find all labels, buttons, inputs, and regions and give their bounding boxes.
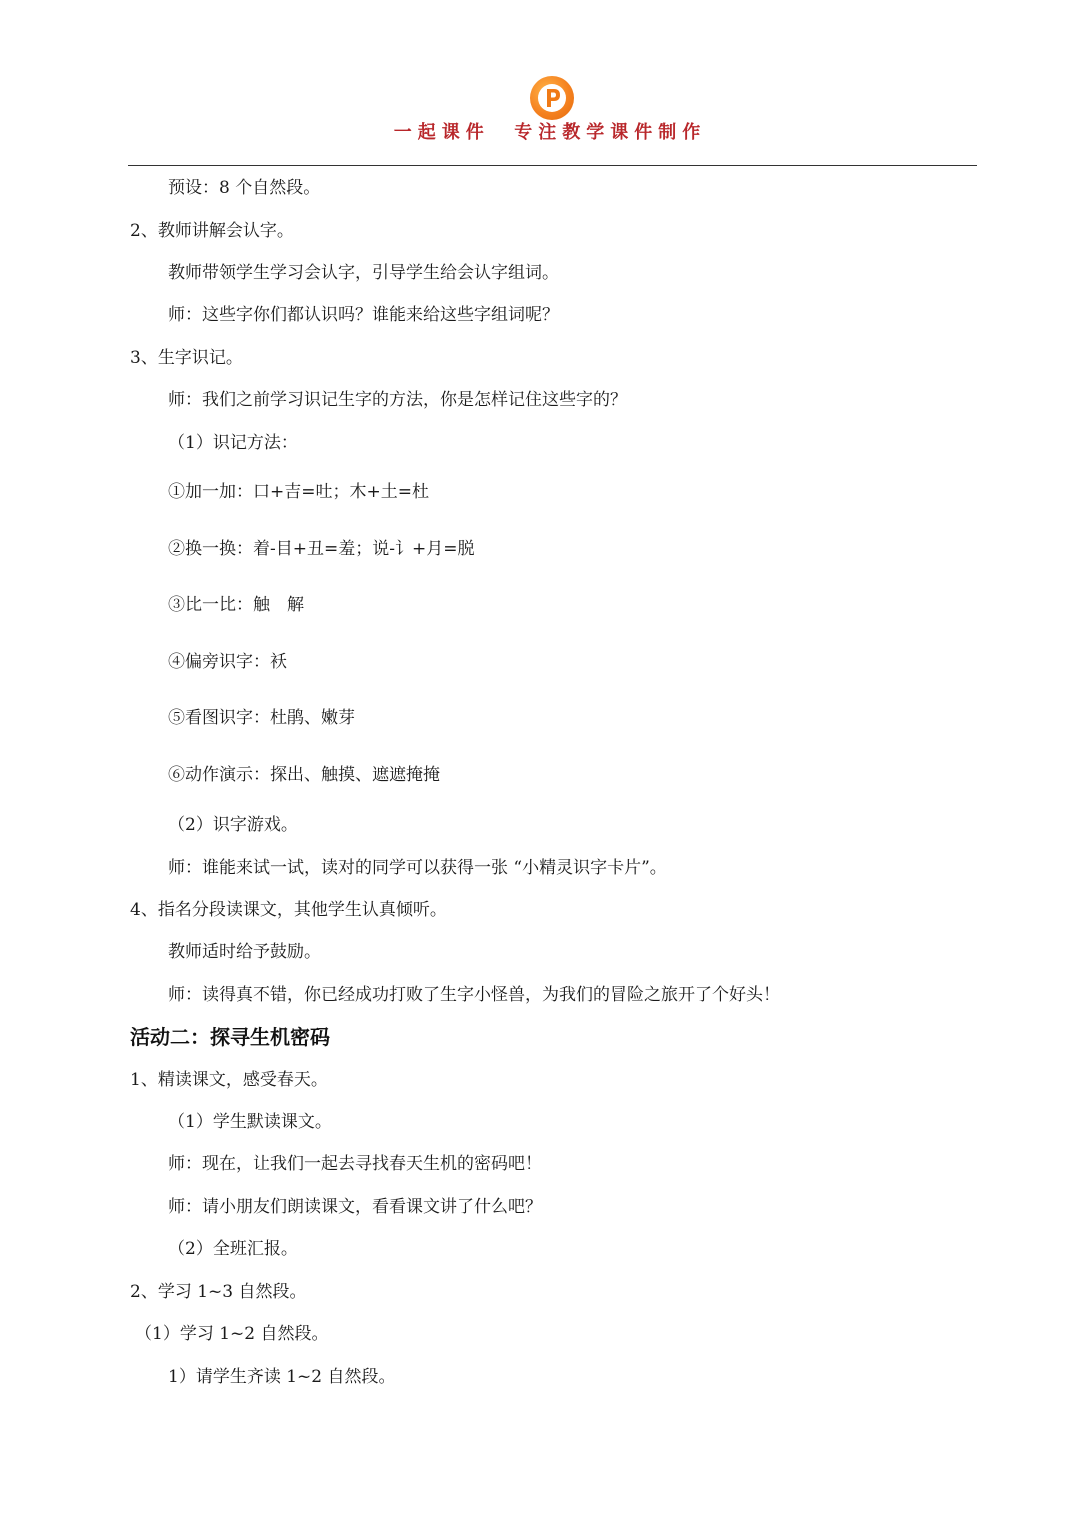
text-line: 3、生字识记。 bbox=[130, 348, 243, 368]
text-line: ⑥动作演示：探出、触摸、遮遮掩掩 bbox=[168, 765, 440, 785]
text-line: （1）学生默读课文。 bbox=[168, 1112, 332, 1132]
brand-slogan: 一起课件 专注教学课件制作 bbox=[393, 122, 707, 143]
page-header bbox=[0, 0, 1080, 170]
text-line: 2、教师讲解会认字。 bbox=[130, 221, 294, 241]
text-line: ①加一加：口+吉=吐；木+土=杜 bbox=[168, 482, 429, 502]
text-line: 师：读得真不错，你已经成功打败了生字小怪兽，为我们的冒险之旅开了个好头！ bbox=[168, 985, 780, 1005]
text-line: 师：现在，让我们一起去寻找春天生机的密码吧！ bbox=[168, 1154, 542, 1174]
text-line: ④偏旁识字：袄 bbox=[168, 652, 287, 672]
text-line: ②换一换：着-目+丑=羞；说-讠+月=脱 bbox=[168, 539, 475, 559]
text-line: （1）学习 1~2 自然段。 bbox=[135, 1324, 329, 1344]
section-heading: 活动二：探寻生机密码 bbox=[130, 1025, 330, 1049]
text-line: （2）全班汇报。 bbox=[168, 1239, 298, 1259]
text-line: 教师适时给予鼓励。 bbox=[168, 942, 321, 962]
text-line: 预设：8 个自然段。 bbox=[168, 178, 321, 198]
text-line: 师：谁能来试一试，读对的同学可以获得一张 “小精灵识字卡片”。 bbox=[168, 858, 667, 878]
text-line: 4、指名分段读课文，其他学生认真倾听。 bbox=[130, 900, 447, 920]
text-line: （2）识字游戏。 bbox=[168, 815, 298, 835]
p-logo-icon bbox=[530, 76, 574, 120]
text-line: ③比一比：触 解 bbox=[168, 595, 304, 615]
text-line: 1、精读课文，感受春天。 bbox=[130, 1070, 328, 1090]
text-line: 教师带领学生学习会认字，引导学生给会认字组词。 bbox=[168, 263, 559, 283]
text-line: （1）识记方法： bbox=[168, 433, 298, 453]
text-line: 2、学习 1~3 自然段。 bbox=[130, 1282, 307, 1302]
text-line: 师：这些字你们都认识吗？谁能来给这些字组词呢？ bbox=[168, 305, 559, 325]
brand-logo bbox=[530, 76, 574, 120]
text-line: 1）请学生齐读 1~2 自然段。 bbox=[168, 1367, 396, 1387]
header-divider bbox=[128, 165, 977, 166]
text-line: 师：我们之前学习识记生字的方法，你是怎样记住这些字的？ bbox=[168, 390, 627, 410]
text-line: ⑤看图识字：杜鹃、嫩芽 bbox=[168, 708, 355, 728]
text-line: 师：请小朋友们朗读课文，看看课文讲了什么吧？ bbox=[168, 1197, 542, 1217]
